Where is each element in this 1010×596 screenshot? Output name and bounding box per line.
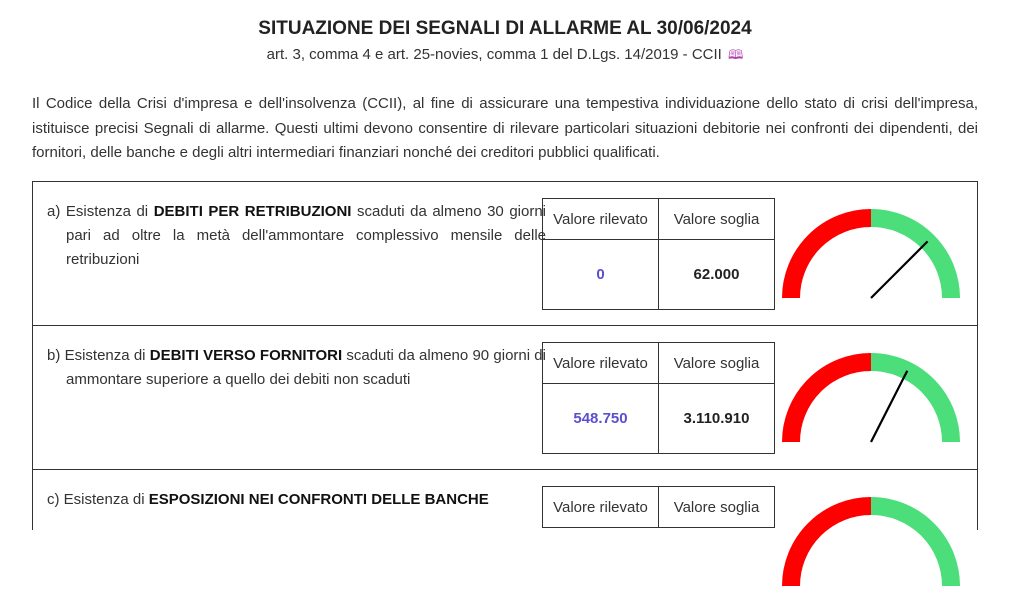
gauge-chart	[781, 496, 965, 596]
gauge-needle	[871, 371, 907, 442]
gauge-red-arc	[791, 506, 871, 586]
column-header-soglia: Valore soglia	[659, 199, 775, 240]
page-title: SITUAZIONE DEI SEGNALI DI ALLARME AL 30/06/2024	[258, 18, 752, 39]
values-table	[542, 486, 775, 528]
gauge-needle	[871, 241, 928, 298]
column-header-rilevato: Valore rilevato	[543, 487, 659, 528]
gauge-red-arc	[791, 218, 871, 298]
value-soglia: 62.000	[659, 240, 775, 310]
gauge-green-arc	[871, 506, 951, 586]
signal-description: c) Esistenza di ESPOSIZIONI NEI CONFRONTI DELLE BANCHE	[47, 491, 489, 508]
signal-keyword: DEBITI VERSO FORNITORI	[149, 347, 343, 364]
signal-keyword: ESPOSIZIONI NEI CONFRONTI DELLE BANCHE	[148, 491, 489, 508]
value-rilevato: 548.750	[543, 384, 659, 454]
signal-description: b) Esistenza di DEBITI VERSO FORNITORI scaduti da almeno 90 giorni di ammontare superiore a quello dei debiti non scaduti	[47, 347, 546, 388]
values-table	[542, 198, 775, 310]
values-table	[542, 342, 775, 454]
column-header-rilevato: Valore rilevato	[543, 343, 659, 384]
column-header-soglia: Valore soglia	[659, 343, 775, 384]
book-icon[interactable]: 🕮	[728, 47, 744, 62]
page-subtitle	[0, 46, 1010, 68]
gauge-red-arc	[791, 362, 871, 442]
signal-keyword: DEBITI PER RETRIBUZIONI	[153, 203, 352, 220]
value-rilevato: 0	[543, 240, 659, 310]
gauge-chart	[781, 352, 965, 452]
column-header-soglia: Valore soglia	[659, 487, 775, 528]
intro-paragraph: Il Codice della Crisi d'impresa e dell'insolvenza (CCII), al fine di assicurare una tempestiva individuazione dello stato di crisi dell'impresa, istituisce precisi Segnali di allarme. Questi ultimi devono consentire di rilevare particolari situazioni debitorie nei confronti dei dipendenti, dei fornitori, delle banche e degli altri intermediari finanziari nonché dei creditori pubblici qualificati.	[32, 95, 978, 161]
value-soglia: 3.110.910	[659, 384, 775, 454]
signal-description: a) Esistenza di DEBITI PER RETRIBUZIONI scaduti da almeno 30 giorni pari ad oltre la metà dell'ammontare complessivo mensile delle retribuzioni	[47, 203, 547, 268]
signal-panel-c	[32, 469, 978, 530]
subtitle-text: art. 3, comma 4 e art. 25-novies, comma 1 del D.Lgs. 14/2019 - CCII	[266, 46, 722, 63]
gauge-green-arc	[871, 362, 951, 442]
signal-panel-a	[32, 181, 978, 326]
signal-panel-b	[32, 325, 978, 470]
gauge-chart	[781, 208, 965, 308]
column-header-rilevato: Valore rilevato	[543, 199, 659, 240]
